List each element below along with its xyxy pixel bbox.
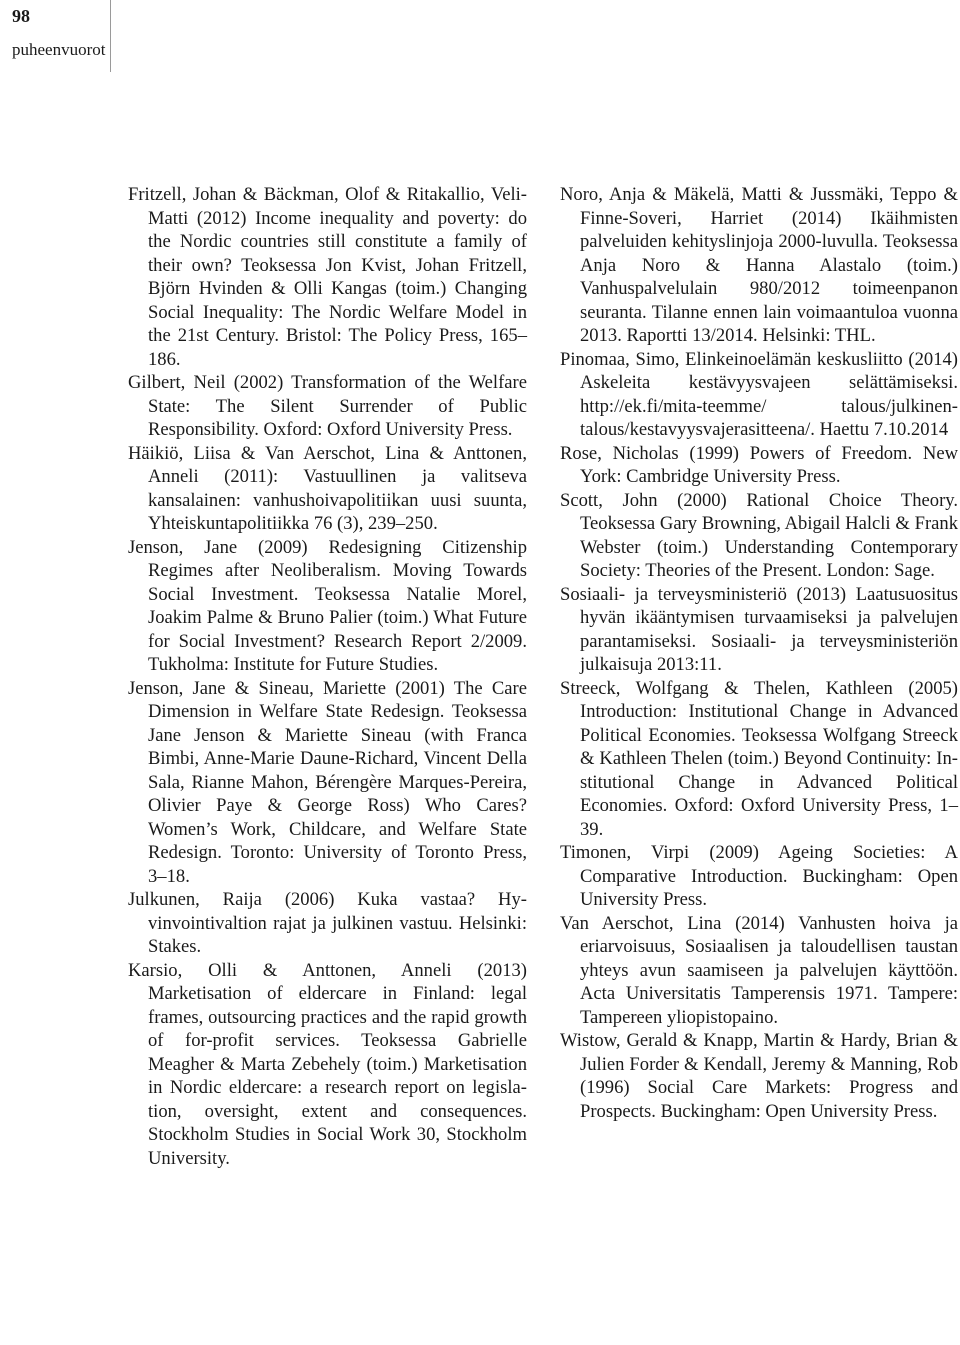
reference-entry: Karsio, Olli & Anttonen, Anneli (2013) Marketisation of eldercare in Finland: legal frames, outsourcing practices and the rapid growth of for-profit services. Teoksessa Gabrielle Meagher & Marta Zebehely (toim.) Marketisation in Nordic eldercare: a research report on legislation, oversight, extent and consequences. Stockholm Studies in Social Work 30, Stockholm University. — [128, 959, 527, 1169]
reference-entry: Häikiö, Liisa & Van Aerschot, Lina & Anttonen, Anneli (2011): Vastuullinen ja valitseva kansalainen: vanhushoivapolitiikan uusi suunta, Yhteiskuntapolitiikka 76 (3), 239–250. — [128, 442, 527, 534]
page-header — [0, 0, 110, 110]
references-right-column — [560, 183, 958, 1123]
reference-entry: Noro, Anja & Mäkelä, Matti & Jussmäki, Teppo & Finne-Soveri, Harriet (2014) Ikäihmisten palveluiden kehityslinjoja 2000-luvulla. Teoksessa Anja Noro & Hanna Alastalo (toim.) Vanhuspalvelulain 980/2012 toimeenpanon seuranta. Tilanne ennen lain voimaantuloa vuonna 2013. Raportti 13/2014. Helsinki: THL. — [560, 184, 958, 346]
page-number: 98 — [12, 6, 30, 26]
reference-entry: Rose, Nicholas (1999) Powers of Freedom. New York: Cambridge University Press. — [560, 442, 958, 487]
reference-entry: Pinomaa, Simo, Elinkeinoelämän keskusliitto (2014) Askeleita kestävyysvajeen selättämiseksi. http://ek.fi/mita-teemme/ talous/julkinen-talous/kestavyysvajerasitteena/. Haettu 7.10.2014 — [560, 348, 958, 440]
reference-entry: Timonen, Virpi (2009) Ageing Societies: A Comparative Introduction. Buckingham: Open University Press. — [560, 842, 958, 910]
references-left-column — [128, 183, 527, 1170]
reference-entry: Fritzell, Johan & Bäckman, Olof & Ritakallio, Veli-Matti (2012) Income inequality and poverty: do the Nordic countries still constitute a family of their own? Teoksessa Jon Kvist, Johan Fritzell, Björn Hvinden & Olli Kangas (toim.) Changing Social Inequality: The Nordic Welfare Model in the 21st Century. Bristol: The Policy Press, 165–186. — [128, 184, 527, 370]
reference-entry: Julkunen, Raija (2006) Kuka vastaa? Hyvinvointivaltion rajat ja julkinen vastuu. Helsinki: Stakes. — [128, 889, 527, 957]
reference-entry: Streeck, Wolfgang & Thelen, Kathleen (2005) Introduction: Institutional Change in Advanced Political Economies. Teoksessa Wolfgang Streeck & Kathleen Thelen (toim.) Beyond Continuity: Institutional Change in Advanced Political Economies. Oxford: Oxford University Press, 1–39. — [560, 677, 958, 840]
section-name: puheenvuorot — [12, 40, 106, 59]
reference-entry: Gilbert, Neil (2002) Transformation of the Welfare State: The Silent Surrender of Public Responsibility. Oxford: Oxford University Press. — [128, 372, 527, 440]
reference-entry: Jenson, Jane & Sineau, Mariette (2001) The Care Dimension in Welfare State Redesign. Teoksessa Jane Jenson & Mariette Sineau (with Franca Bimbi, Anne-Marie Daune-Richard, Vincent Della Sala, Rianne Mahon, Bérengère Marques-Pereira, Olivier Paye & George Ross) Who Cares? Women’s Work, Childcare, and Welfare State Redesign. Toronto: University of Toronto Press, 3–18. — [128, 677, 527, 887]
header-divider — [110, 0, 111, 72]
reference-entry: Wistow, Gerald & Knapp, Martin & Hardy, Brian & Julien Forder & Kendall, Jeremy & Manning, Rob (1996) Social Care Markets: Progress and Prospects. Buckingham: Open University Press. — [560, 1030, 958, 1122]
reference-entry: Scott, John (2000) Rational Choice Theory. Teoksessa Gary Browning, Abigail Halcli & Frank Webster (toim.) Understanding Contemporary Society: Theories of the Present. London: Sage. — [560, 489, 958, 581]
reference-entry: Van Aerschot, Lina (2014) Vanhusten hoiva ja eriarvoisuus, Sosiaalisen ja taloudellisen taustan yhteys avun saamiseen ja palvelujen käyttöön. Acta Universitatis Tamperensis 1971. Tampere: Tampereen yliopistopaino. — [560, 912, 958, 1028]
reference-entry: Sosiaali- ja terveysministeriö (2013) Laatusuositus hyvän ikääntymisen turvaamiseksi ja palvelujen parantamiseksi. Sosiaali- ja terveysministeriön julkaisuja 2013:11. — [560, 583, 958, 675]
reference-entry: Jenson, Jane (2009) Redesigning Citizenship Regimes after Neoliberalism. Moving Towards Social Investment. Teoksessa Natalie Morel, Joakim Palme & Bruno Palier (toim.) What Future for Social Investment? Research Report 2/2009. Tukholma: Institute for Future Studies. — [128, 536, 527, 675]
